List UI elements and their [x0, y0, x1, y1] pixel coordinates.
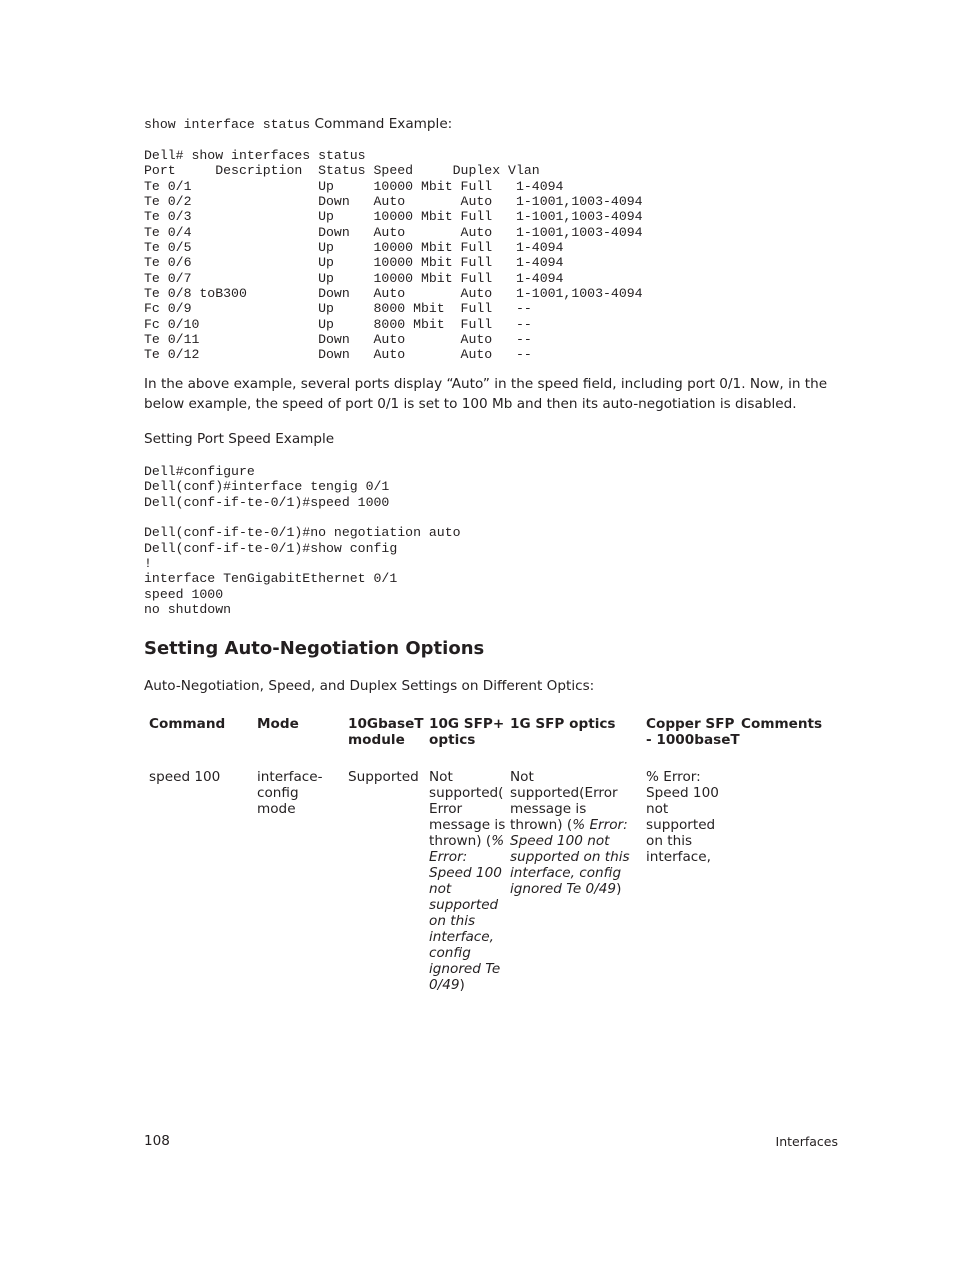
table-header-10g-sfp: 10G SFP+ optics — [429, 716, 505, 748]
section-heading: Setting Auto-Negotiation Options — [144, 638, 485, 659]
sfp-plus-plain: Not supported( Error message is thrown) ( — [429, 769, 506, 849]
intro-label: Command Example: — [310, 116, 453, 132]
table-cell-10gbaset: Supported — [348, 769, 419, 785]
speed-code-block: Dell#configure Dell(conf)#interface tengig 0/1 Dell(conf-if-te-0/1)#speed 1000 Dell(conf-if-te-0/1)#no negotiation auto Dell(conf-if-te-0/1)#show config ! interface TenGigabitEthernet 0/1 speed 1000 no shutdown — [144, 464, 461, 618]
table-cell-10g-sfp — [429, 769, 505, 993]
table-cell-command: speed 100 — [149, 769, 221, 785]
table-header-10gbaset: 10GbaseT module — [348, 716, 424, 748]
page-number: 108 — [144, 1133, 170, 1149]
footer-section: Interfaces — [775, 1134, 838, 1149]
one-g-error: % Error: Speed 100 not supported on this interface, config ignored Te 0/49 — [510, 817, 630, 897]
table-header-copper-sfp: Copper SFP - 1000baseT — [646, 716, 740, 748]
explanation-paragraph: In the above example, several ports display “Auto” in the speed field, including port 0/1. Now, in the below example, the speed of port 0/1 is set to 100 Mb and then its auto-negotiation is disabled. — [144, 376, 828, 412]
table-cell-mode: interface- config mode — [257, 769, 323, 817]
table-header-command: Command — [149, 716, 226, 732]
section-intro: Auto-Negotiation, Speed, and Duplex Settings on Different Optics: — [144, 678, 595, 694]
speed-example-title: Setting Port Speed Example — [144, 431, 335, 447]
table-header-1g-sfp: 1G SFP optics — [510, 716, 616, 732]
status-code-block: Dell# show interfaces status Port Description Status Speed Duplex Vlan Te 0/1 Up 10000 Mbit Full 1-4094 Te 0/2 Down Auto Auto 1-1001,1003-4094 Te 0/3 Up 10000 Mbit Full 1-1001,1003-4094 Te 0/4 Down Auto Auto 1-1001,1003-4094 Te 0/5 Up 10000 Mbit Full 1-4094 Te 0/6 Up 10000 Mbit Full 1-4094 Te 0/7 Up 10000 Mbit Full 1-4094 Te 0/8 toB300 Down Auto Auto 1-1001,1003-4094 Fc 0/9 Up 8000 Mbit Full -- Fc 0/10 Up 8000 Mbit Full -- Te 0/11 Down Auto Auto -- Te 0/12 Down Auto Auto -- — [144, 148, 643, 363]
table-cell-copper-sfp: % Error: Speed 100 not supported on this interface, — [646, 769, 719, 865]
one-g-close: ) — [616, 881, 622, 897]
table-header-mode: Mode — [257, 716, 299, 732]
sfp-plus-close: ) — [459, 977, 465, 993]
table-header-comments: Comments — [741, 716, 823, 732]
sfp-plus-error: % Error: Speed 100 not supported on this interface, config ignored Te 0/49 — [429, 833, 505, 993]
one-g-plain: Not supported(Error message is thrown) ( — [510, 769, 618, 833]
intro-command: show interface status — [144, 117, 311, 132]
table-cell-1g-sfp — [510, 769, 630, 897]
